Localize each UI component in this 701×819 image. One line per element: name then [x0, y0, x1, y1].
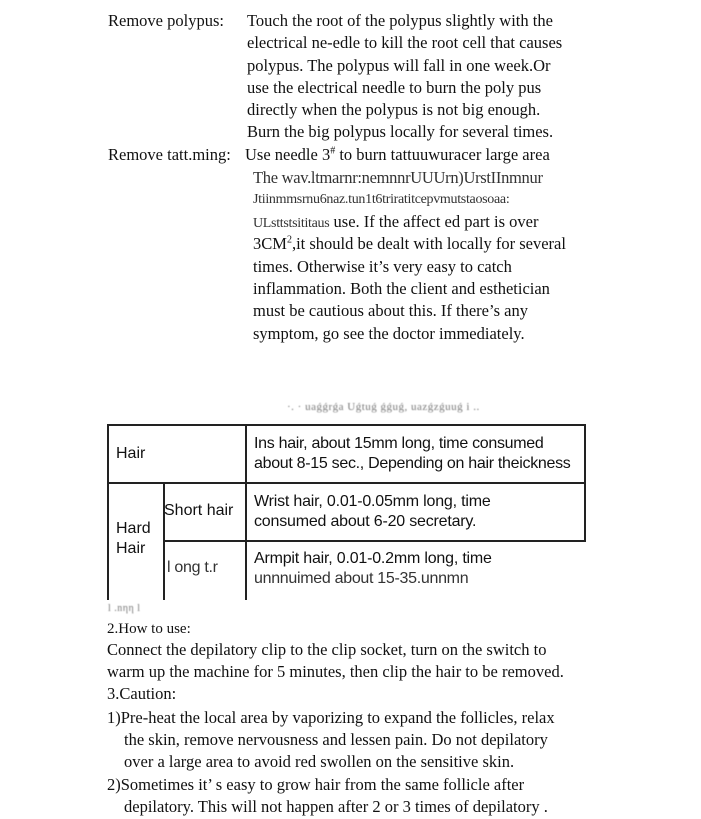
- hair-desc-line-1: Ins hair, about 15mm long, time consumed: [254, 435, 544, 452]
- hard-hair-label-2: Hair: [116, 540, 146, 557]
- hair-table: [107, 424, 586, 600]
- polypus-line-4: use the electrical needle to burn the poly pus: [247, 78, 542, 97]
- tattooing-line-9: symptom, go see the doctor immediately.: [253, 324, 525, 343]
- polypus-line-6: Burn the big polypus locally for several times.: [247, 122, 554, 141]
- tattooing-line-6: times. Otherwise it’s very easy to catch: [253, 257, 512, 276]
- table-subrow-divider: [163, 540, 586, 542]
- long-hair-desc-line-2: unnnuimed about 15-35.unnmn: [254, 570, 469, 587]
- polypus-line-2: electrical ne-edle to kill the root cell that causes: [247, 33, 563, 52]
- long-hair-desc-line-1: Armpit hair, 0.01-0.2mm long, time: [254, 550, 492, 567]
- table-row-divider: [107, 482, 586, 484]
- polypus-line-5: directly when the polypus is not big enough.: [247, 100, 541, 119]
- caution-item-2-line-1: 2)Sometimes it’ s easy to grow hair from the same follicle after: [107, 775, 525, 794]
- tattooing-line-7: inflammation. Both the client and esthetician: [253, 279, 550, 298]
- below-table-fragment: l .nηη l: [108, 603, 141, 614]
- tattooing-line-3: Jtiinmmsrnu6naz.tun1t6triratitcepvmutstaosoaa:: [253, 192, 510, 207]
- tattooing-line-4: ULsttstsititaus use. If the affect ed part is over: [253, 212, 539, 231]
- tattooing-line-8: must be cautious about this. If there’s any: [253, 301, 528, 320]
- short-hair-label: Short hair: [164, 502, 234, 519]
- short-hair-desc-line-1: Wrist hair, 0.01-0.05mm long, time: [254, 493, 491, 510]
- long-hair-label: l ong t.r: [167, 559, 218, 576]
- table-border-left: [107, 424, 109, 600]
- hair-desc-line-2: about 8-15 sec., Depending on hair theickness: [254, 455, 571, 472]
- tattooing-line-1: Use needle 3# to burn tattuuwuracer large area: [245, 145, 550, 164]
- remove-polypus-term: Remove polypus:: [108, 11, 224, 30]
- caution-item-2-line-2: depilatory. This will not happen after 2 or 3 times of depilatory .: [124, 797, 548, 816]
- how-to-use-line-2: warm up the machine for 5 minutes, then clip the hair to be removed.: [107, 662, 564, 681]
- polypus-line-1: Touch the root of the polypus slightly with the: [247, 11, 553, 30]
- remove-tattooing-term: Remove tatt.ming:: [108, 145, 231, 164]
- hair-label: Hair: [116, 445, 146, 462]
- caution-item-1-line-1: 1)Pre-heat the local area by vaporizing to expand the follicles, relax: [107, 708, 555, 727]
- caution-item-1-line-2: the skin, remove nervousness and lessen pain. Do not depilatory: [124, 730, 548, 749]
- how-to-use-line-1: Connect the depilatory clip to the clip socket, turn on the switch to: [107, 640, 547, 659]
- table-col-divider-2: [245, 424, 247, 600]
- tattooing-line-5: $3CM^2,it$ should be dealt with locally for several: [253, 234, 566, 253]
- how-to-use-heading: 2.How to use:: [107, 621, 191, 637]
- faint-caption: ·. · uaǵǵrǵa Uǵtuǵ ǵǵuǵ, uazǵzǵuuǵ i ..: [287, 401, 480, 413]
- polypus-line-3: polypus. The polypus will fall in one week.Or: [247, 56, 551, 75]
- caution-heading: 3.Caution:: [107, 684, 177, 703]
- table-col-divider-1: [163, 482, 165, 600]
- hard-hair-label-1: Hard: [116, 520, 151, 537]
- short-hair-desc-line-2: consumed about 6-20 secretary.: [254, 513, 477, 530]
- table-border-top: [107, 424, 586, 426]
- tattooing-line-2: The wav.ltmarnr:nemnnrUUUrn)UrstIInmnur: [253, 168, 543, 187]
- caution-item-1-line-3: over a large area to avoid red swollen on the sensitive skin.: [124, 752, 515, 771]
